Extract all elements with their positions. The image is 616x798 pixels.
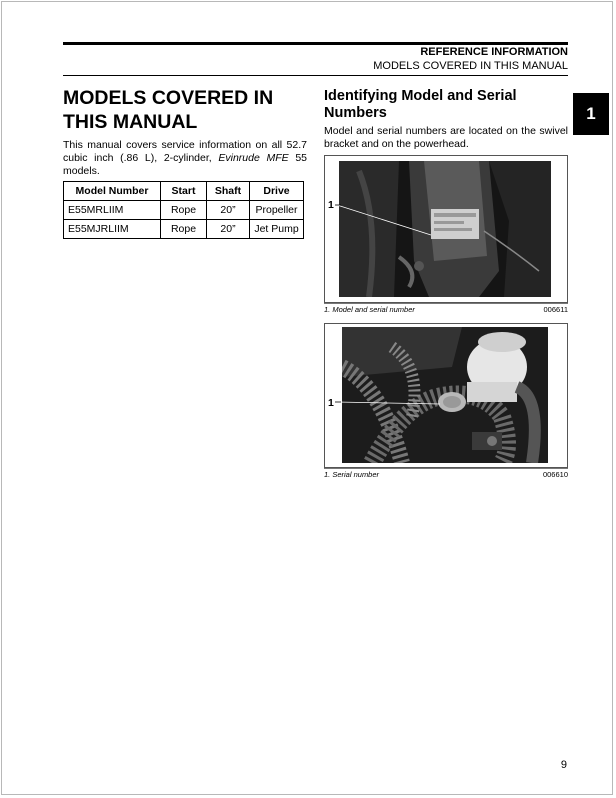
page-title — [63, 86, 303, 134]
table-header-row — [64, 182, 304, 201]
table-cell: E55MJRLIIM — [64, 220, 161, 239]
table-cell: 20” — [207, 220, 250, 239]
figure2-caption: 1. Serial number — [324, 470, 380, 479]
table-cell: Jet Pump — [250, 220, 304, 239]
figure2-callout: 1 — [328, 397, 334, 409]
col-header-start: Start — [161, 182, 207, 201]
header-subsection: MODELS COVERED IN THIS MANUAL — [373, 60, 568, 72]
figure1-callout: 1 — [328, 199, 334, 211]
figure2-code: 006610 — [542, 470, 568, 479]
intro-text-2: 55 models. — [63, 152, 307, 177]
page-title-line1: MODELS COVERED IN — [63, 87, 274, 109]
chapter-tab — [573, 93, 609, 135]
table-cell: Propeller — [250, 201, 304, 220]
powerhead-photo — [342, 327, 548, 463]
figure1-code: 006611 — [543, 305, 568, 314]
header-section: REFERENCE INFORMATION — [420, 46, 568, 58]
page-title-line2: THIS MANUAL — [63, 111, 198, 133]
models-table — [63, 181, 304, 239]
table-cell: Rope — [161, 220, 207, 239]
table-cell: E55MRLIIM — [64, 201, 161, 220]
intro-paragraph — [63, 139, 307, 178]
intro-italic: Evinrude MFE — [218, 152, 289, 164]
table-row — [64, 201, 304, 220]
chapter-number: 1 — [586, 104, 596, 123]
page-number: 9 — [560, 759, 567, 771]
section-body: Model and serial numbers are located on the swivel bracket and on the powerhead. — [324, 125, 568, 150]
figure2-divider — [324, 468, 568, 469]
figure-serial — [324, 323, 568, 468]
table-cell: 20” — [207, 201, 250, 220]
col-header-shaft: Shaft — [207, 182, 250, 201]
col-header-model: Model Number — [64, 182, 161, 201]
intro-text-1: This manual covers service information on all 52.7 cubic inch (.86 L), 2-cylinder, — [63, 139, 307, 164]
header-bottom-rule — [63, 75, 568, 76]
figure1-divider — [324, 303, 568, 304]
figure-model-serial — [324, 155, 568, 303]
figure1-caption: 1. Model and serial number — [324, 305, 415, 314]
section-title: Identifying Model and Serial Numbers — [324, 88, 517, 121]
header-top-rule — [63, 42, 568, 45]
col-header-drive: Drive — [250, 182, 304, 201]
table-row — [64, 220, 304, 239]
table-cell: Rope — [161, 201, 207, 220]
